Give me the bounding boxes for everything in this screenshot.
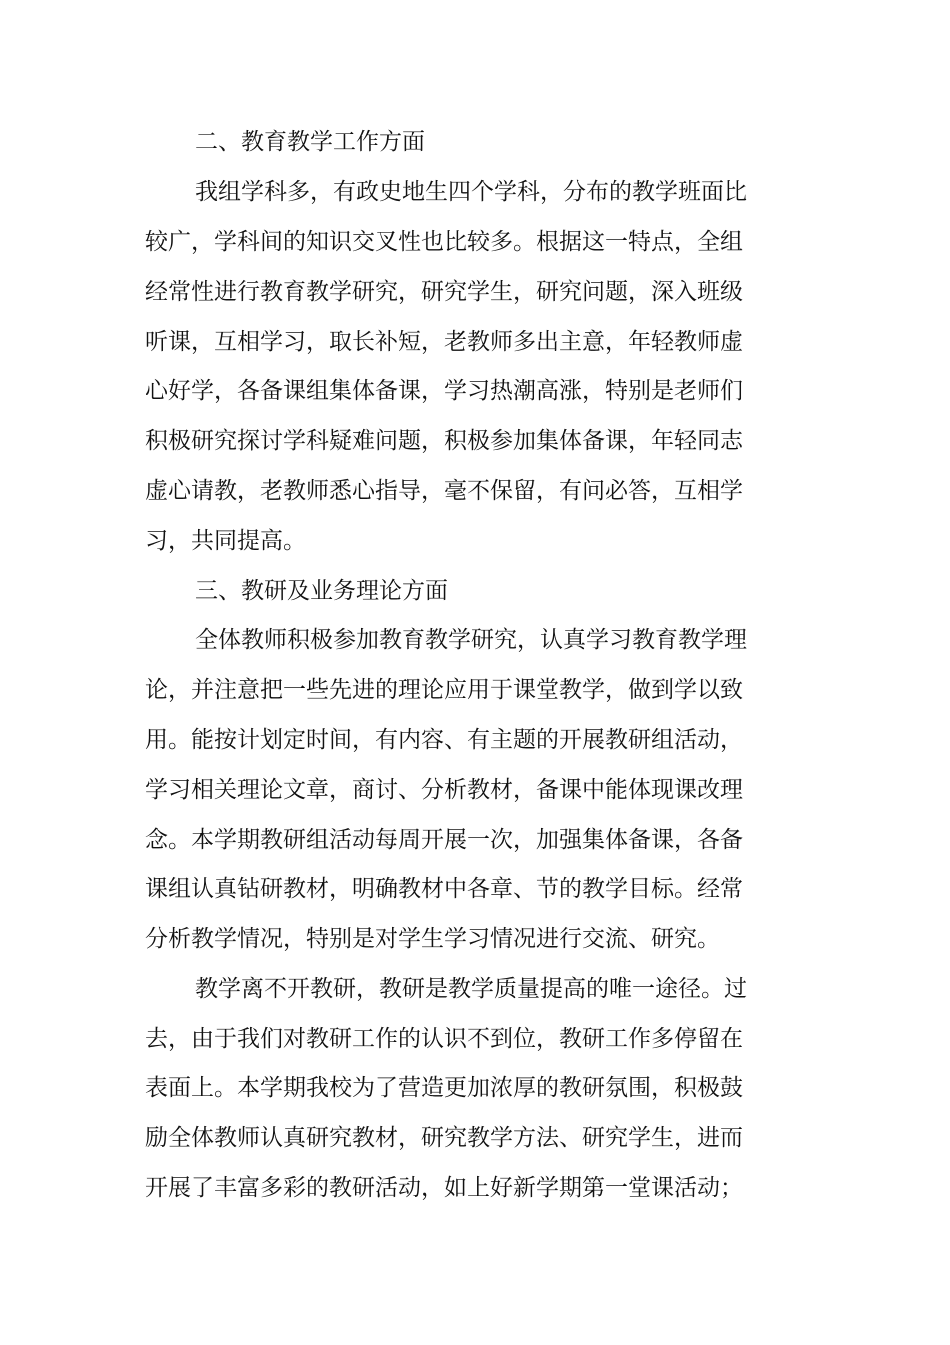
paragraph-line: 学习相关理论文章，商讨、分析教材，备课中能体现课改理 [145,777,743,803]
paragraph-line: 分析教学情况，特别是对学生学习情况进行交流、研究。 [145,926,720,952]
paragraph-line: 较广，学科间的知识交叉性也比较多。根据这一特点，全组 [145,229,743,255]
paragraph-line: 励全体教师认真研究教材，研究教学方法、研究学生，进而 [145,1125,743,1151]
section-three-heading: 三、教研及业务理论方面 [195,578,448,604]
paragraph-line: 表面上。本学期我校为了营造更加浓厚的教研氛围，积极鼓 [145,1075,743,1101]
paragraph-line: 念。本学期教研组活动每周开展一次，加强集体备课，各备 [145,827,743,853]
paragraph-line: 虚心请教，老教师悉心指导，毫不保留，有问必答，互相学 [145,478,743,504]
paragraph-line: 听课，互相学习，取长补短，老教师多出主意，年轻教师虚 [145,329,743,355]
paragraph-line: 经常性进行教育教学研究，研究学生，研究问题，深入班级 [145,279,743,305]
paragraph-line: 论，并注意把一些先进的理论应用于课堂教学，做到学以致 [145,677,743,703]
paragraph-line: 用。能按计划定时间，有内容、有主题的开展教研组活动， [145,727,743,753]
paragraph-line: 教学离不开教研，教研是教学质量提高的唯一途径。过 [195,976,747,1002]
paragraph-line: 课组认真钻研教材，明确教材中各章、节的教学目标。经常 [145,876,743,902]
paragraph-line: 全体教师积极参加教育教学研究，认真学习教育教学理 [195,627,747,653]
paragraph-line: 习，共同提高。 [145,528,306,554]
paragraph-line: 积极研究探讨学科疑难问题，积极参加集体备课，年轻同志 [145,428,743,454]
paragraph-line: 去，由于我们对教研工作的认识不到位，教研工作多停留在 [145,1026,743,1052]
paragraph-line: 我组学科多，有政史地生四个学科，分布的教学班面比 [195,179,747,205]
paragraph-line: 开展了丰富多彩的教研活动，如上好新学期第一堂课活动； [145,1175,743,1201]
paragraph-line: 心好学，各备课组集体备课，学习热潮高涨，特别是老师们 [145,378,743,404]
section-two-heading: 二、教育教学工作方面 [195,129,425,155]
